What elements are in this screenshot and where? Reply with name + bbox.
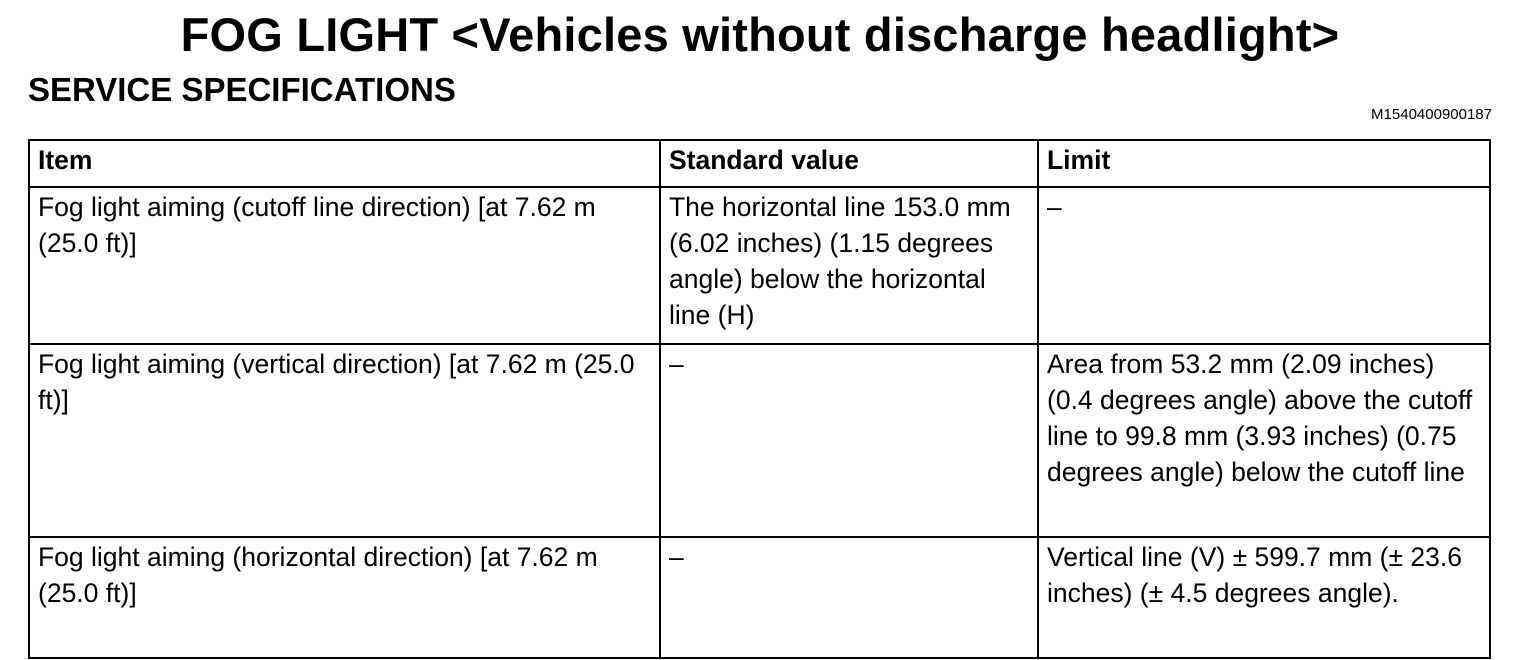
table-header-row [29, 140, 1490, 187]
cell-standard-value: The horizontal line 153.0 mm (6.02 inches) (1.15 degrees angle) below the horizontal line (H) [660, 187, 1038, 344]
cell-item: Fog light aiming (cutoff line direction) [at 7.62 m (25.0 ft)] [29, 187, 660, 344]
header-item: Item [29, 140, 660, 187]
section-title: SERVICE SPECIFICATIONS [28, 71, 456, 108]
cell-item: Fog light aiming (vertical direction) [at 7.62 m (25.0 ft)] [29, 344, 660, 537]
cell-item: Fog light aiming (horizontal direction) [at 7.62 m (25.0 ft)] [29, 537, 660, 658]
document-code: M1540400900187 [1371, 106, 1492, 123]
cell-standard-value: – [660, 344, 1038, 537]
header-limit: Limit [1038, 140, 1490, 187]
cell-standard-value: – [660, 537, 1038, 658]
header-standard-value: Standard value [660, 140, 1038, 187]
service-specifications-table [28, 139, 1491, 659]
page-title: FOG LIGHT <Vehicles without discharge headlight> [180, 8, 1340, 61]
table-row [29, 537, 1490, 658]
cell-limit: Area from 53.2 mm (2.09 inches) (0.4 degrees angle) above the cutoff line to 99.8 mm (3.93 inches) (0.75 degrees angle) below the cutoff line [1038, 344, 1490, 537]
cell-limit: – [1038, 187, 1490, 344]
table-row [29, 344, 1490, 537]
cell-limit: Vertical line (V) ± 599.7 mm (± 23.6 inches) (± 4.5 degrees angle). [1038, 537, 1490, 658]
table-row [29, 187, 1490, 344]
